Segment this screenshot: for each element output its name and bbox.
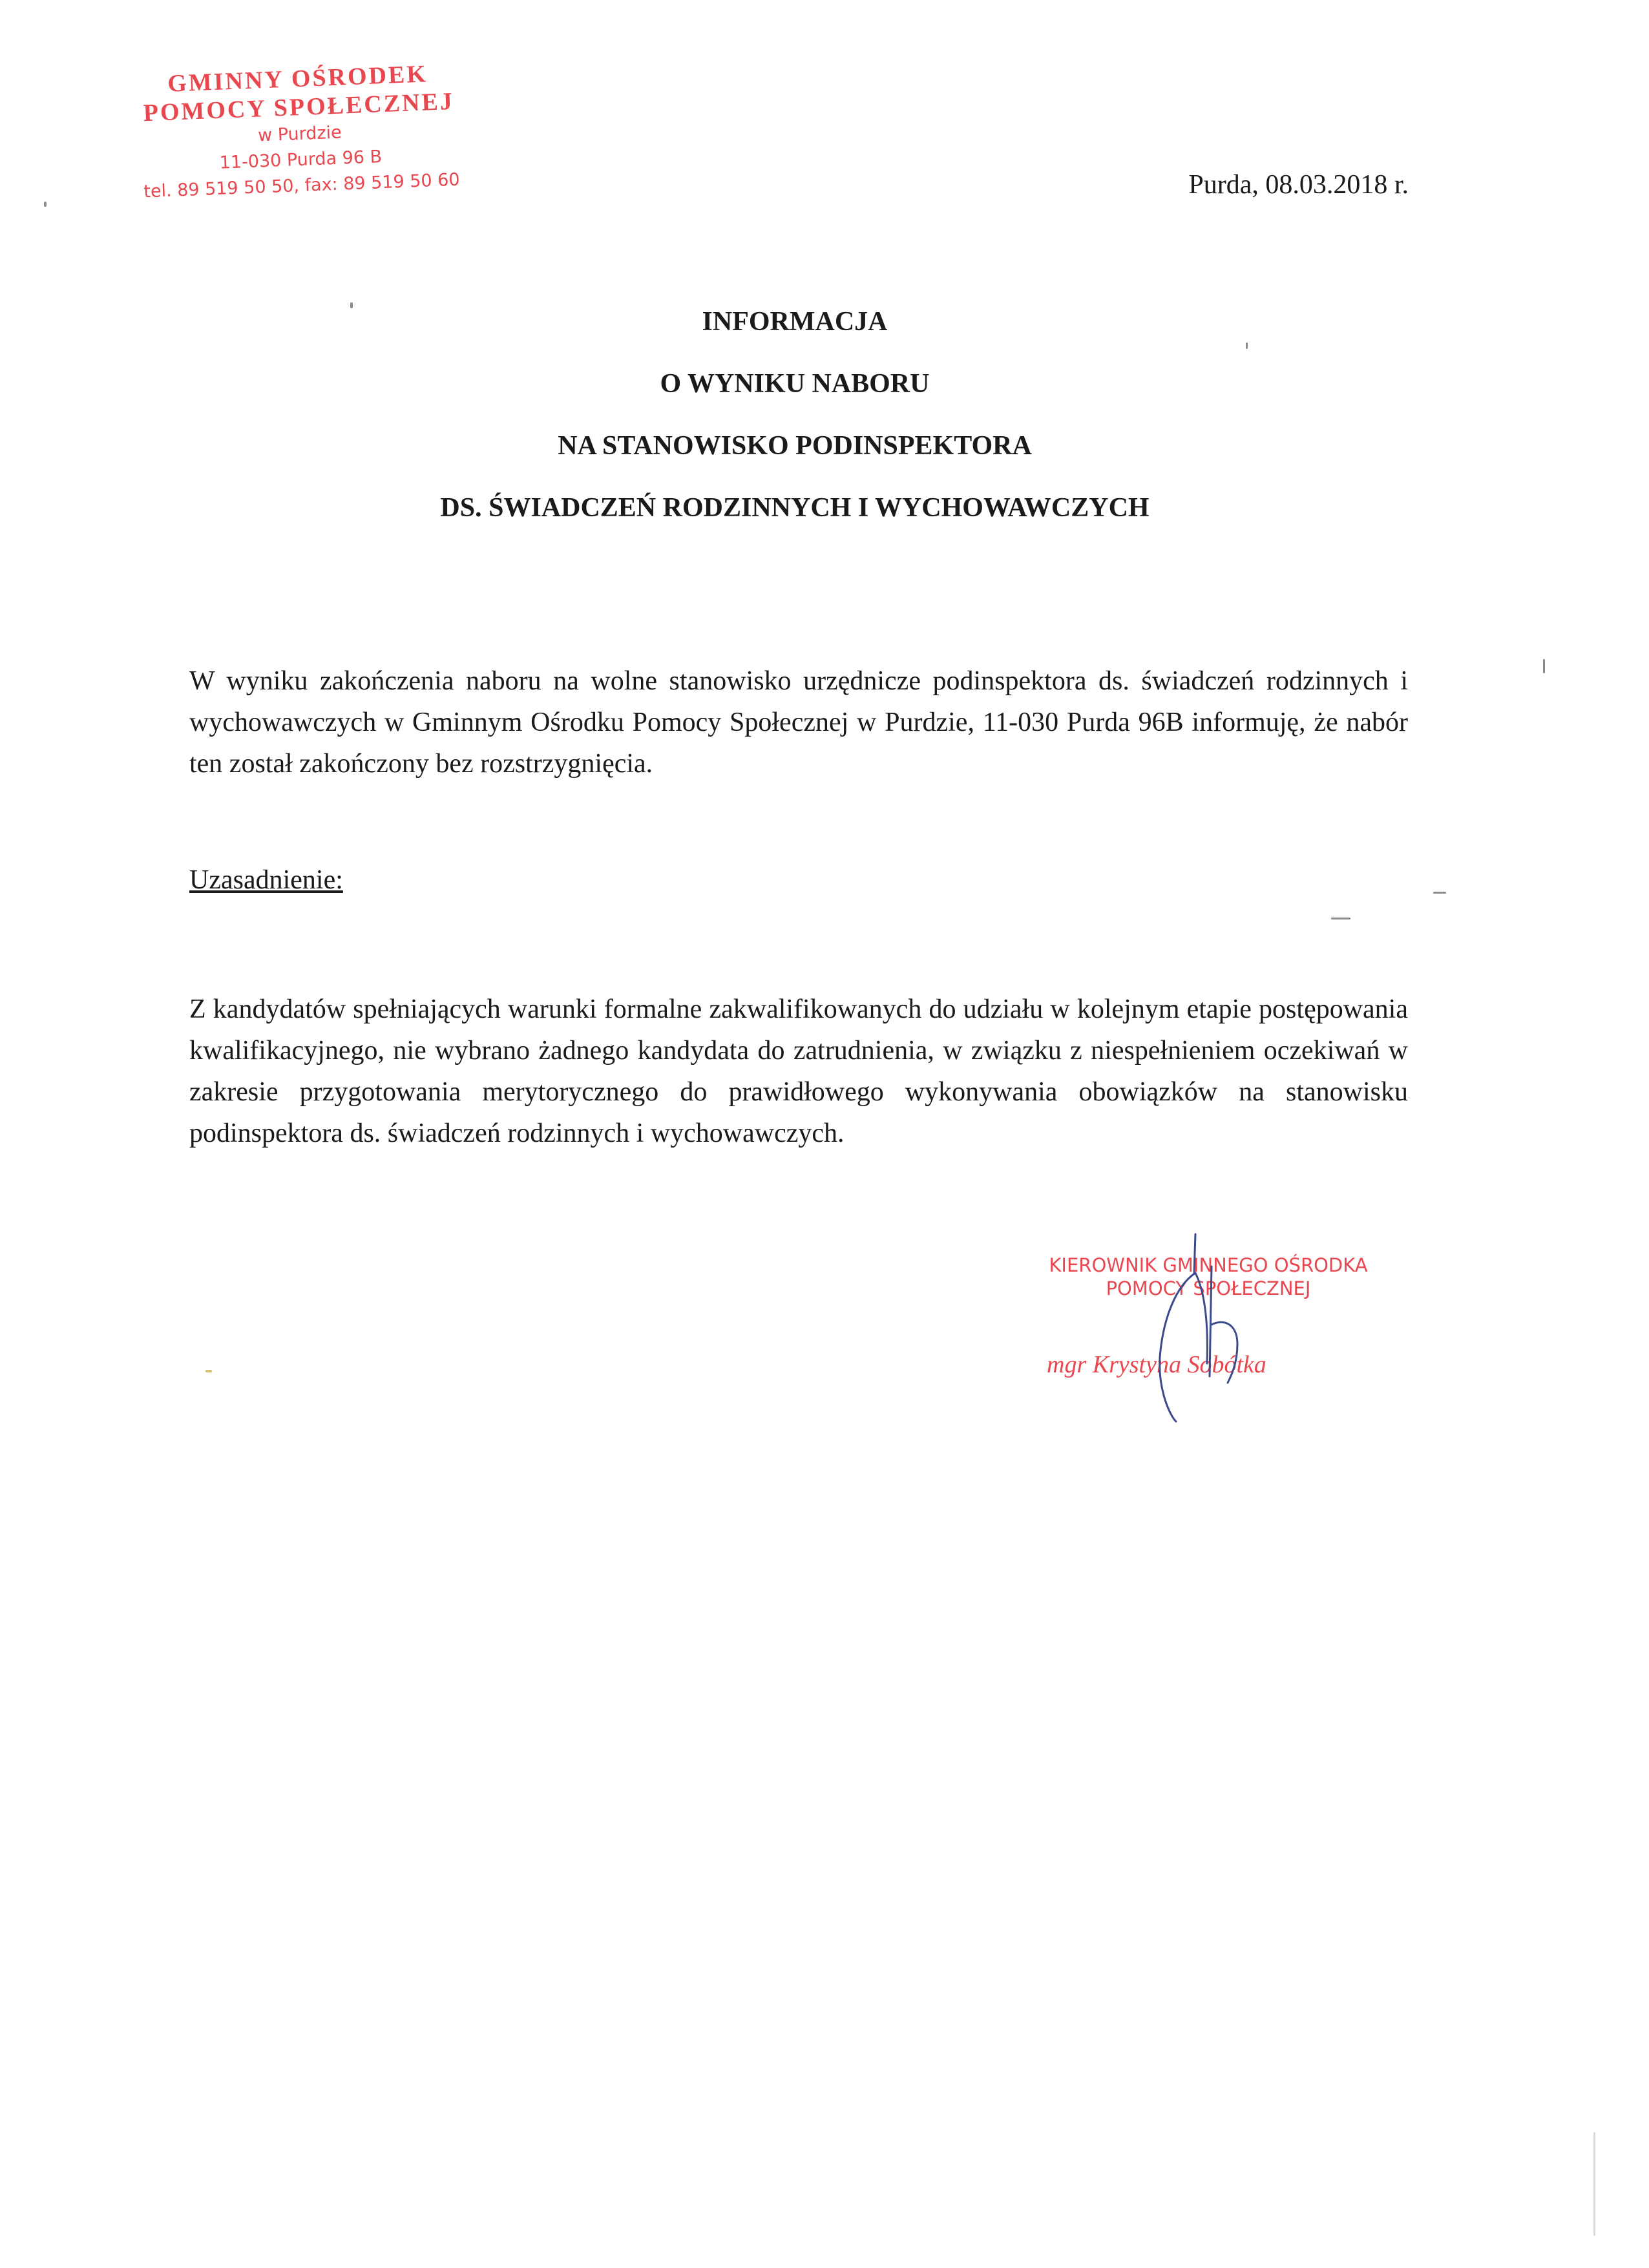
stamp-line-phone: tel. 89 519 50 50, fax: 89 519 50 60 — [143, 169, 461, 202]
document-title — [0, 291, 1590, 539]
scan-speck — [44, 202, 47, 207]
scan-speck — [1246, 342, 1248, 349]
scan-speck — [1331, 918, 1350, 919]
signatory-name: mgr Krystyna Sobótka — [1047, 1351, 1266, 1378]
scan-speck — [1543, 659, 1545, 673]
document-date: Purda, 08.03.2018 r. — [1188, 170, 1409, 200]
result-paragraph: W wyniku zakończenia naboru na wolne stanowisko urzędnicze podinspektora ds. świadczeń rodzinnych i wychowawczych w Gminnym Ośrodku Pomocy Społecznej w Purdzie, 11-030 Purda 96B informuję, że nabór ten został zakończony bez rozstrzygnięcia. — [189, 666, 1408, 779]
scan-speck — [1433, 892, 1446, 894]
scan-speck — [205, 1370, 212, 1372]
stamp-line-town: w Purdzie — [257, 122, 342, 146]
scan-speck — [350, 302, 353, 308]
justification-paragraph: Z kandydatów spełniających warunki formalne zakwalifikowanych do udziału w kolejnym etapie postępowania kwalifikacyjnego, nie wybrano żadnego kandydata do zatrudnienia, w związku z niespełnieniem oczekiwań w zakresie przygotowania merytorycznego do prawidłowego wykonywania obowiązków na stanowisku podinspektora ds. świadczeń rodzinnych i wychowawczych. — [189, 994, 1408, 1148]
title-line-1: INFORMACJA — [702, 307, 888, 337]
signature-stamp-line-2: POMOCY SPOŁECZNEJ — [1106, 1277, 1311, 1299]
scan-edge-mark — [1593, 2132, 1595, 2236]
stamp-line-office: GMINNY OŚRODEK — [167, 60, 428, 98]
handwritten-signature — [1098, 1228, 1266, 1447]
title-line-4: DS. ŚWIADCZEŃ RODZINNYCH I WYCHOWAWCZYCH — [440, 493, 1150, 523]
title-line-2: O WYNIKU NABORU — [660, 369, 930, 399]
stamp-line-institution: POMOCY SPOŁECZNEJ — [143, 87, 455, 127]
signature-stamp-line-1: KIEROWNIK GMINNEGO OŚRODKA — [1049, 1254, 1368, 1276]
office-stamp — [97, 57, 503, 207]
justification-heading: Uzasadnienie: — [189, 865, 343, 895]
title-line-3: NA STANOWISKO PODINSPEKTORA — [558, 431, 1032, 461]
stamp-line-address: 11-030 Purda 96 B — [219, 147, 383, 173]
